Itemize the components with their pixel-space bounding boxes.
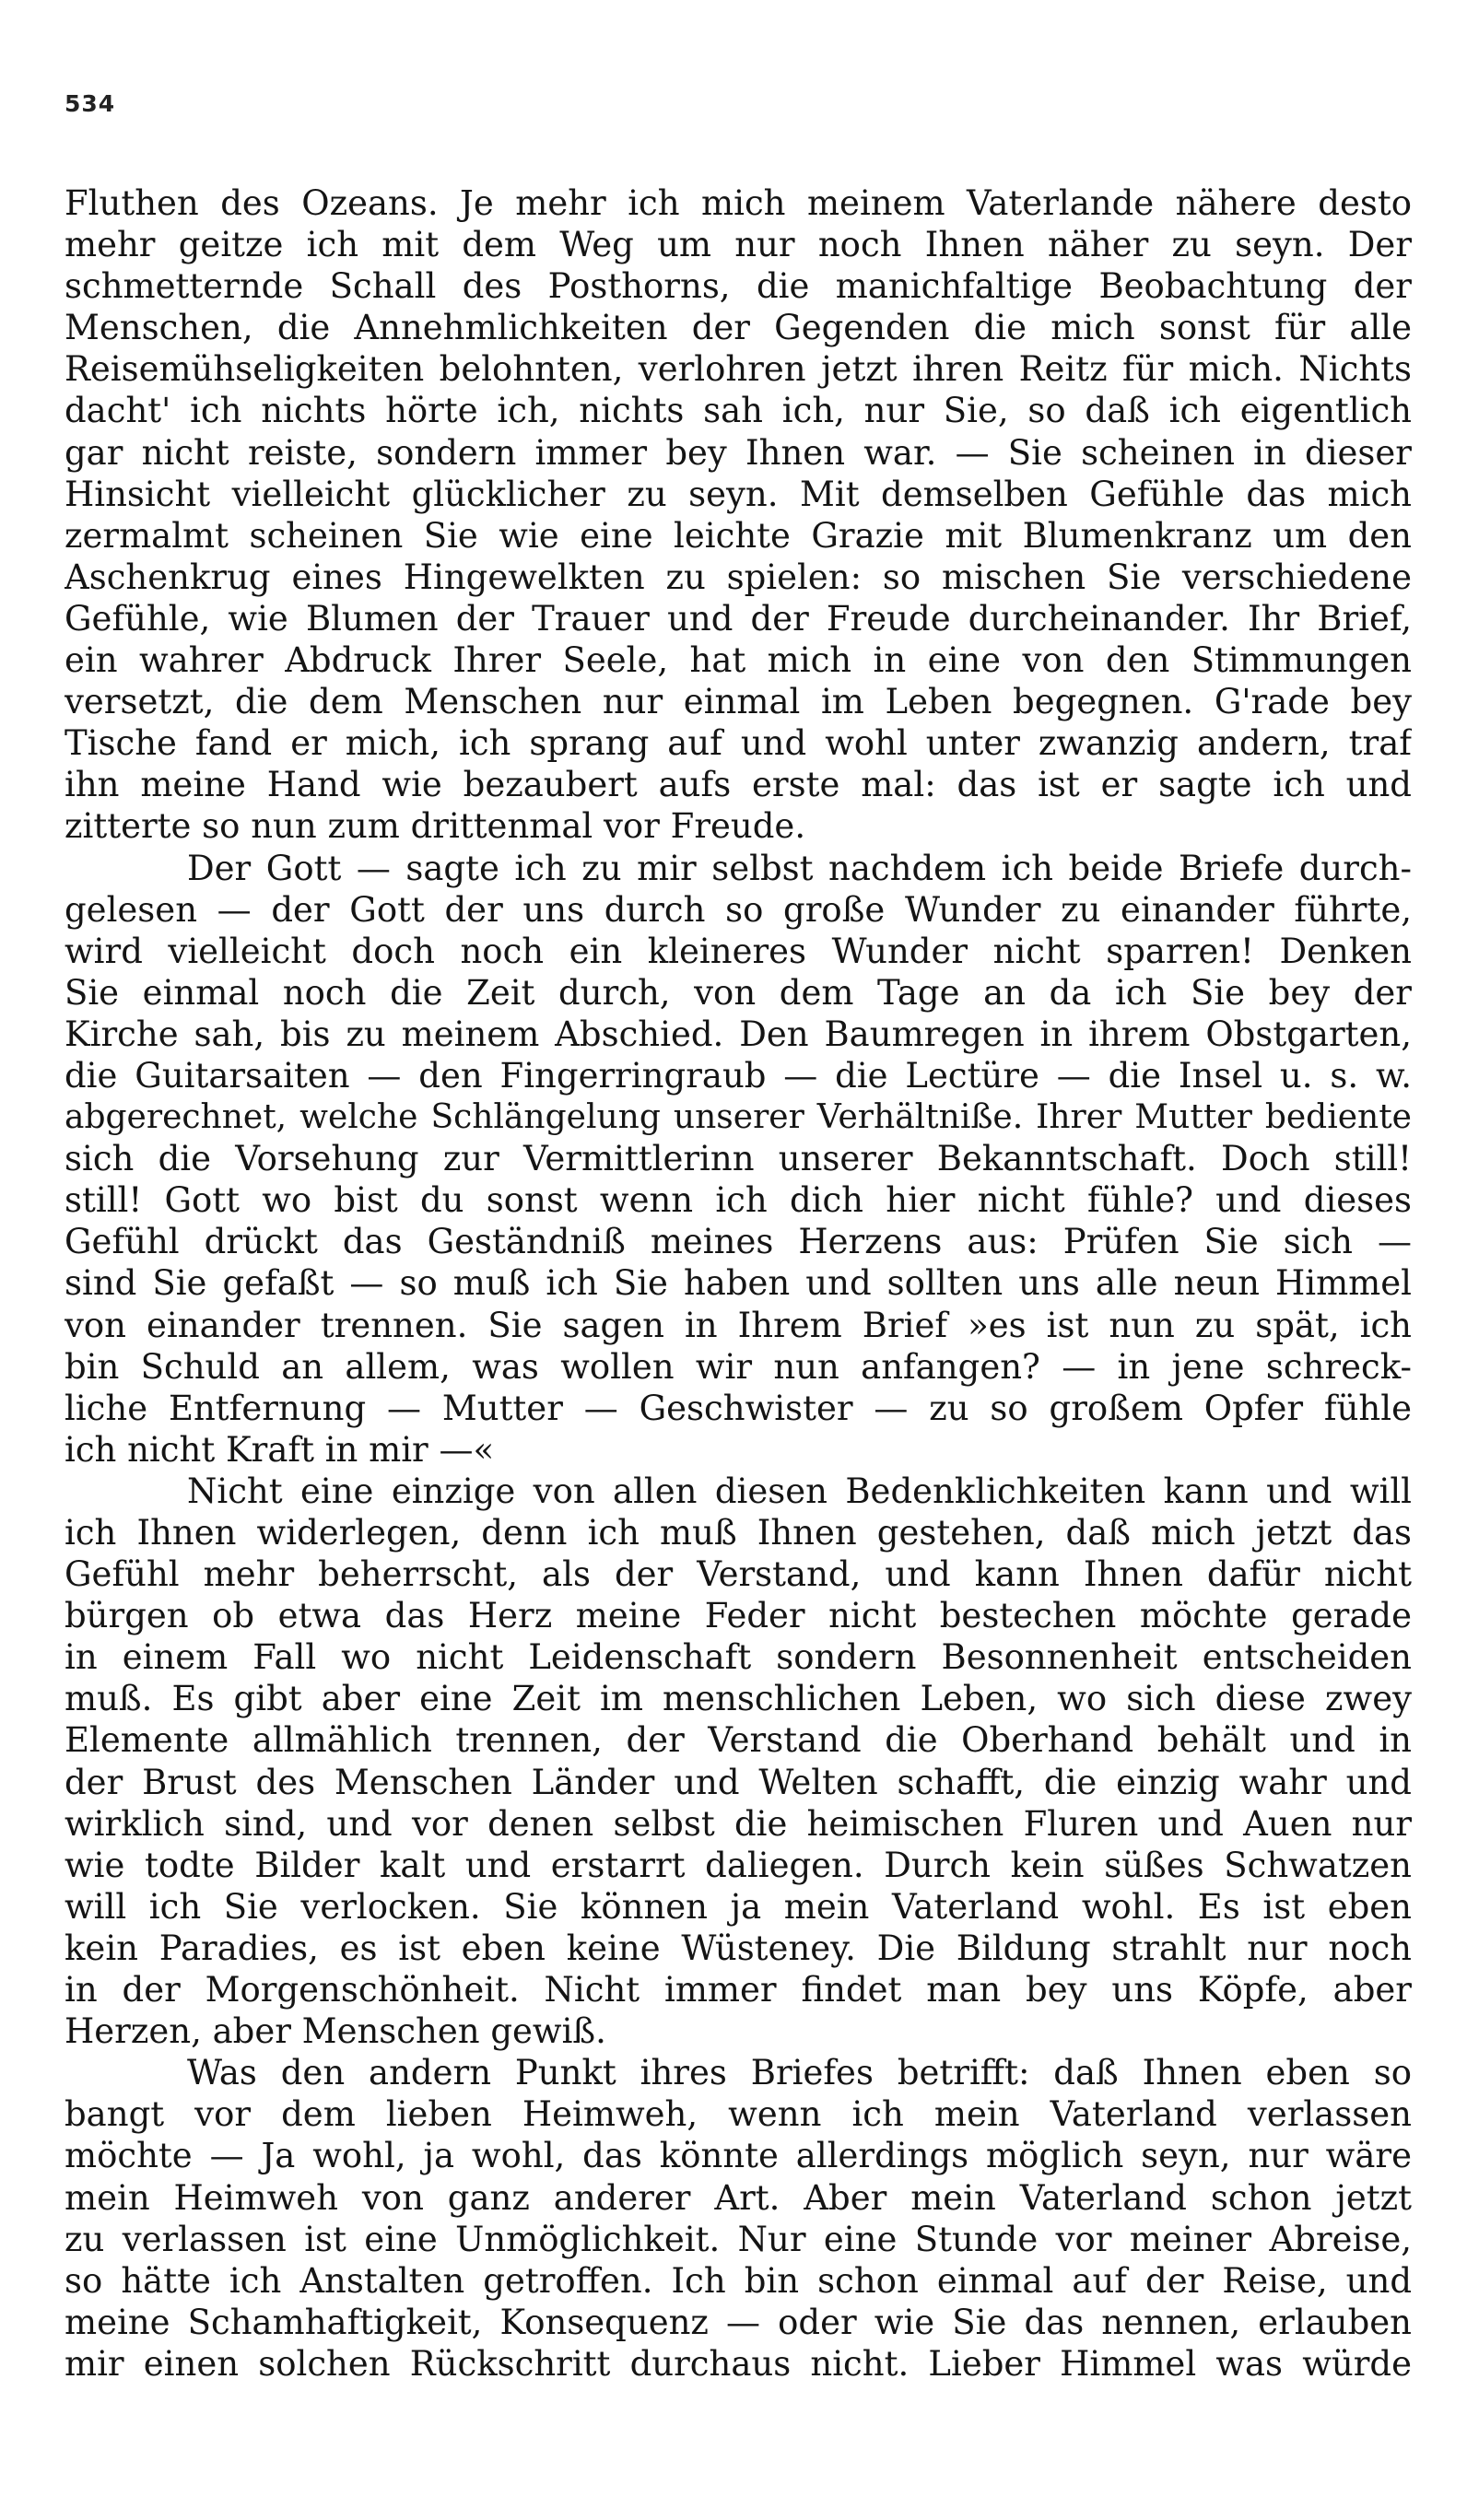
text-line: wirklich sind, und vor denen selbst die heimischen Fluren und Auen nur	[65, 1803, 1412, 1844]
text-line: Tische fand er mich, ich sprang auf und wohl unter zwanzig andern, traf	[65, 723, 1412, 764]
text-line: mir einen solchen Rückschritt durchaus nicht. Lieber Himmel was würde	[65, 2343, 1412, 2384]
text-line: muß. Es gibt aber eine Zeit im menschlichen Leben, wo sich diese zwey	[65, 1679, 1412, 1719]
text-line: kein Paradies, es ist eben keine Wüsteney. Die Bildung strahlt nur noch	[65, 1928, 1412, 1968]
text-line: möchte — Ja wohl, ja wohl, das könnte allerdings möglich seyn, nur wäre	[65, 2136, 1412, 2176]
text-line: Der Gott — sagte ich zu mir selbst nachdem ich beide Briefe durch-	[187, 848, 1412, 888]
text-line: Menschen, die Annehmlichkeiten der Gegenden die mich sonst für alle	[65, 308, 1412, 348]
text-line: sind Sie gefaßt — so muß ich Sie haben und sollten uns alle neun Himmel	[65, 1263, 1412, 1304]
text-line: schmetternde Schall des Posthorns, die manichfaltige Beobachtung der	[65, 266, 1412, 307]
text-line: will ich Sie verlocken. Sie können ja mein Vaterland wohl. Es ist eben	[65, 1886, 1412, 1927]
text-line: bangt vor dem lieben Heimweh, wenn ich mein Vaterland verlassen	[65, 2094, 1412, 2135]
text-line: versetzt, die dem Menschen nur einmal im Leben begegnen. G'rade bey	[65, 682, 1412, 722]
text-line: Herzen, aber Menschen gewiß.	[65, 2011, 606, 2052]
text-line: ein wahrer Abdruck Ihrer Seele, hat mich in eine von den Stimmungen	[65, 640, 1412, 681]
text-line: Aschenkrug eines Hingewelkten zu spielen: so mischen Sie verschiedene	[65, 557, 1412, 597]
text-line: Reisemühseligkeiten belohnten, verlohren jetzt ihren Reitz für mich. Nichts	[65, 349, 1412, 390]
text-line: Gefühle, wie Blumen der Trauer und der Freude durcheinander. Ihr Brief,	[65, 598, 1412, 639]
text-line: mein Heimweh von ganz anderer Art. Aber mein Vaterland schon jetzt	[65, 2177, 1412, 2218]
text-line: in einem Fall wo nicht Leidenschaft sondern Besonnenheit entscheiden	[65, 1637, 1412, 1678]
text-line: von einander trennen. Sie sagen in Ihrem Brief »es ist nun zu spät, ich	[65, 1305, 1412, 1345]
text-line: abgerechnet, welche Schlängelung unserer Verhältniße. Ihrer Mutter bediente	[65, 1098, 1412, 1137]
paragraph-1	[65, 182, 1412, 848]
text-line: ihn meine Hand wie bezaubert aufs erste mal: das ist er sagte ich und	[65, 765, 1412, 805]
text-line: wird vielleicht doch noch ein kleineres Wunder nicht sparren! Denken	[65, 931, 1412, 971]
text-line: Nicht eine einzige von allen diesen Bedenklichkeiten kann und will	[187, 1471, 1412, 1511]
text-line: Kirche sah, bis zu meinem Abschied. Den Baumregen in ihrem Obstgarten,	[65, 1014, 1412, 1054]
text-line: meine Schamhaftigkeit, Konsequenz — oder wie Sie das nennen, erlauben	[65, 2302, 1412, 2342]
text-line: mehr geitze ich mit dem Weg um nur noch Ihnen näher zu seyn. Der	[65, 225, 1412, 265]
text-line: Was den andern Punkt ihres Briefes betrifft: daß Ihnen eben so	[187, 2053, 1412, 2093]
text-line: in der Morgenschönheit. Nicht immer findet man bey uns Köpfe, aber	[65, 1970, 1412, 2010]
text-line: bürgen ob etwa das Herz meine Feder nicht bestechen möchte gerade	[65, 1596, 1412, 1636]
text-line: sich die Vorsehung zur Vermittlerinn unserer Bekanntschaft. Doch still!	[65, 1139, 1412, 1179]
paragraph-4	[65, 2052, 1412, 2385]
text-line: still! Gott wo bist du sonst wenn ich dich hier nicht fühle? und dieses	[65, 1180, 1412, 1221]
text-line: zu verlassen ist eine Unmöglichkeit. Nur eine Stunde vor meiner Abreise,	[65, 2219, 1412, 2259]
text-line: Fluthen des Ozeans. Je mehr ich mich meinem Vaterlande nähere desto	[65, 183, 1412, 223]
text-line: zitterte so nun zum drittenmal vor Freude.	[65, 806, 806, 847]
text-line: gar nicht reiste, sondern immer bey Ihnen war. — Sie scheinen in dieser	[65, 432, 1412, 473]
paragraph-2	[65, 848, 1412, 1471]
text-line: ich Ihnen widerlegen, denn ich muß Ihnen gestehen, daß mich jetzt das	[65, 1513, 1412, 1553]
text-line: die Guitarsaiten — den Fingerringraub — die Lectüre — die Insel u. s. w.	[65, 1055, 1412, 1096]
text-line: Gefühl mehr beherrscht, als der Verstand, und kann Ihnen dafür nicht	[65, 1554, 1412, 1595]
text-line: ich nicht Kraft in mir —«	[65, 1429, 495, 1470]
text-line: der Brust des Menschen Länder und Welten schafft, die einzig wahr und	[65, 1762, 1412, 1802]
paragraph-3	[65, 1471, 1412, 2052]
text-line: liche Entfernung — Mutter — Geschwister — zu so großem Opfer fühle	[65, 1388, 1412, 1428]
text-line: bin Schuld an allem, was wollen wir nun anfangen? — in jene schreck-	[65, 1346, 1412, 1387]
page-number: 534	[65, 90, 116, 117]
text-line: Gefühl drückt das Geständniß meines Herzens aus: Prüfen Sie sich —	[65, 1222, 1412, 1262]
text-line: zermalmt scheinen Sie wie eine leichte Grazie mit Blumenkranz um den	[65, 515, 1412, 556]
text-line: Sie einmal noch die Zeit durch, von dem Tage an da ich Sie bey der	[65, 972, 1412, 1013]
text-line: dacht' ich nichts hörte ich, nichts sah ich, nur Sie, so daß ich eigentlich	[65, 391, 1412, 431]
text-line: so hätte ich Anstalten getroffen. Ich bin schon einmal auf der Reise, und	[65, 2260, 1412, 2301]
text-line: Hinsicht vielleicht glücklicher zu seyn. Mit demselben Gefühle das mich	[65, 474, 1412, 514]
text-line: wie todte Bilder kalt und erstarrt daliegen. Durch kein süßes Schwatzen	[65, 1845, 1412, 1885]
body-text	[65, 182, 1412, 2385]
text-line: gelesen — der Gott der uns durch so große Wunder zu einander führte,	[65, 889, 1412, 930]
text-line: Elemente allmählich trennen, der Verstand die Oberhand behält und in	[65, 1720, 1412, 1761]
